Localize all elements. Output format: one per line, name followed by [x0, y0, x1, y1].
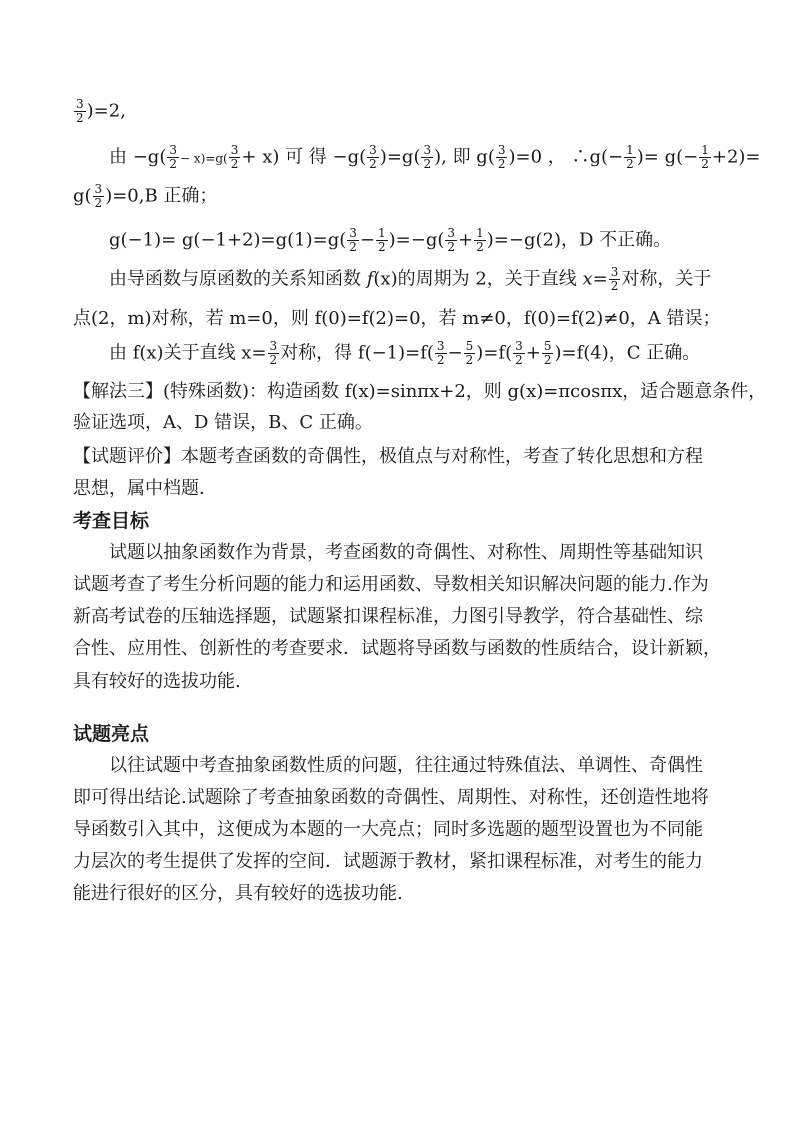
text-run: +2)= [711, 146, 761, 168]
text-run: 对称，关于 [621, 268, 712, 290]
formula-line-4 [109, 227, 723, 254]
text-run: )=g( [379, 146, 421, 168]
section-line: 具有较好的选拔功能. [73, 671, 241, 692]
text-run: 由 f(x)关于直线 x= [109, 342, 267, 364]
section-line: 合性、应用性、创新性的考查要求．试题将导函数与函数的性质结合，设计新颖， [73, 638, 721, 659]
text-run: 由 −g( [109, 146, 167, 168]
section-line: 能进行很好的区分，具有较好的选拔功能. [73, 883, 403, 904]
section-line: 新高考试卷的压轴选择题，试题紧扣课程标准，力图引导教学，符合基础性、综 [73, 606, 703, 627]
text-run: f [366, 268, 374, 290]
fraction: $\frac{3}{2}$ [610, 265, 619, 293]
fraction: $\frac{3}{2}$ [230, 143, 239, 171]
formula-line-2 [109, 143, 761, 171]
fraction: $\frac{3}{2}$ [497, 143, 506, 171]
text-run: )=0,B 正确； [105, 185, 218, 207]
paragraph-line-6: 点(2，m)对称，若 m=0，则 f(0)=f(2)=0，若 m≠0，f(0)=f(2)≠0，A 错误； [73, 308, 721, 329]
text-run: + x) 可 得 −g( [241, 146, 367, 168]
text-run: )= g(− [636, 146, 699, 168]
fraction: $\frac{1}{2}$ [476, 226, 484, 254]
formula-line-1 [73, 98, 723, 125]
text-run: )=−g(2)，D 不正确。 [486, 229, 672, 251]
section-line: 即可得出结论.试题除了考查抽象函数的奇偶性、周期性、对称性，还创造性地将 [73, 787, 709, 808]
fraction: $\frac{5}{2}$ [543, 339, 552, 367]
formula-line-7 [109, 340, 723, 367]
text-run: )=2, [86, 100, 126, 122]
section-line: 以往试题中考查抽象函数性质的问题，往往通过特殊值法、单调性、奇偶性 [109, 755, 703, 776]
fraction: $\frac{3}{2}$ [349, 226, 357, 254]
text-run: x= [582, 268, 608, 290]
fraction: $\frac{3}{2}$ [447, 226, 456, 254]
text-run: + [458, 229, 474, 251]
fraction: $\frac{3}{2}$ [169, 143, 177, 171]
text-run: + [525, 342, 541, 364]
text-run: (x)的周期为 2，关于直线 [373, 268, 583, 290]
formula-line-3 [73, 183, 723, 210]
fraction: $\frac{3}{2}$ [369, 143, 377, 171]
paragraph-line-11: 思想，属中档题． [73, 478, 217, 499]
text-run: 由导函数与原函数的关系知函数 [109, 268, 367, 290]
text-run: )=f( [476, 342, 513, 364]
text-run: − [359, 229, 376, 251]
section-line: 力层次的考生提供了发挥的空间．试题源于教材，紧扣课程标准，对考生的能力 [73, 851, 703, 872]
paragraph-line-5 [109, 266, 723, 293]
text-run: ), 即 g( [434, 146, 495, 168]
fraction: $\frac{3}{2}$ [94, 182, 103, 210]
section-line: 导函数引入其中，这便成为本题的一大亮点；同时多选题的题型设置也为不同能 [73, 819, 703, 840]
fraction: $\frac{1}{2}$ [701, 143, 709, 171]
section-line: 试题考查了考生分析问题的能力和运用函数、导数相关知识解决问题的能力.作为 [73, 574, 709, 595]
text-run: − x)=g( [180, 151, 228, 166]
paragraph-line-10: 【试题评价】本题考查函数的奇偶性，极值点与对称性，考查了转化思想和方程 [73, 446, 703, 467]
fraction: $\frac{3}{2}$ [76, 97, 84, 125]
paragraph-line-8: 【解法三】(特殊函数)：构造函数 f(x)=sinπx+2，则 g(x)=πcosπx，适合题意条件， [73, 381, 767, 402]
text-run: 对称，得 f(−1)=f( [280, 342, 434, 364]
text-run: )=0 ， ∴g(− [508, 146, 624, 168]
section-heading: 考查目标 [73, 510, 150, 532]
fraction: $\frac{3}{2}$ [423, 143, 432, 171]
fraction: $\frac{5}{2}$ [465, 339, 474, 367]
text-run: g( [73, 185, 92, 207]
fraction: $\frac{1}{2}$ [626, 143, 634, 171]
fraction: $\frac{3}{2}$ [436, 339, 445, 367]
fraction: $\frac{3}{2}$ [515, 339, 523, 367]
section-line: 试题以抽象函数作为背景，考查函数的奇偶性、对称性、周期性等基础知识 [109, 542, 703, 563]
paragraph-line-9: 验证选项，A、D 错误，B、C 正确。 [73, 412, 373, 433]
text-run: )=−g( [388, 229, 445, 251]
fraction: $\frac{1}{2}$ [378, 226, 386, 254]
text-run: g(−1)= g(−1+2)=g(1)=g( [109, 229, 347, 251]
text-run: − [447, 342, 463, 364]
fraction: $\frac{3}{2}$ [269, 339, 278, 367]
text-run: )=f(4)，C 正确。 [554, 342, 701, 364]
section-heading: 试题亮点 [73, 723, 150, 745]
